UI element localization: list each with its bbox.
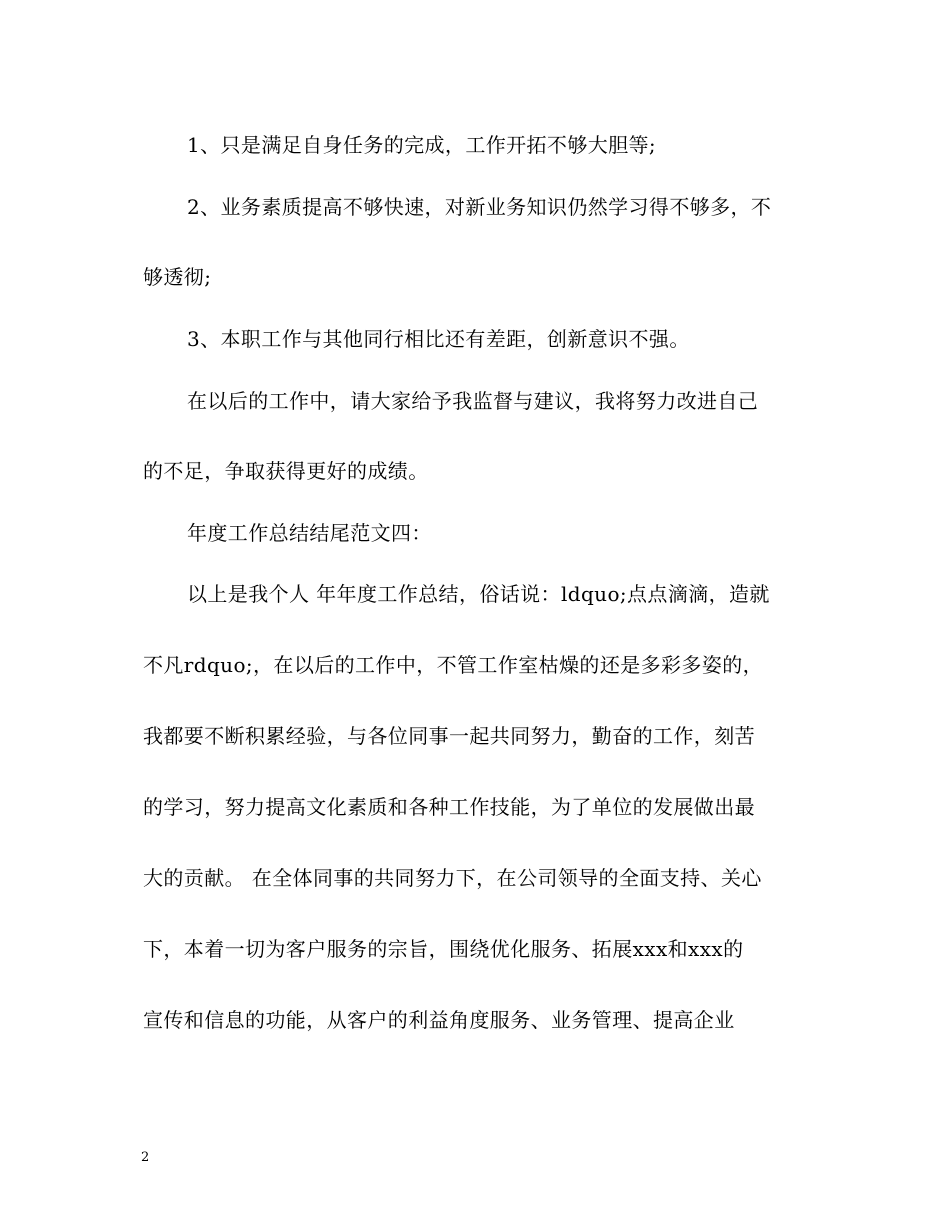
paragraph-line: 够透彻; — [143, 265, 212, 289]
paragraph-line: 宣传和信息的功能，从客户的利益角度服务、业务管理、提高企业 — [143, 1008, 735, 1032]
paragraph-line: 1、只是满足自身任务的完成，工作开拓不够大胆等; — [187, 133, 657, 157]
page-number: 2 — [141, 1150, 150, 1165]
paragraph-line: 我都要不断积累经验，与各位同事一起共同努力，勤奋的工作，刻苦 — [143, 724, 755, 748]
paragraph-line: 的学习，努力提高文化素质和各种工作技能，为了单位的发展做出最 — [143, 795, 755, 819]
paragraph-line: 的不足，争取获得更好的成绩。 — [143, 459, 429, 483]
paragraph-line: 3、本职工作与其他同行相比还有差距，创新意识不强。 — [187, 327, 690, 351]
paragraph-line: 不凡rdquo;，在以后的工作中，不管工作室枯燥的还是多彩多姿的， — [143, 653, 764, 677]
paragraph-line: 大的贡献。 在全体同事的共同努力下，在公司领导的全面支持、关心 — [143, 866, 762, 890]
section-heading: 年度工作总结结尾范文四： — [187, 521, 432, 545]
paragraph-line: 2、业务素质提高不够快速，对新业务知识仍然学习得不够多，不 — [187, 195, 772, 219]
paragraph-line: 在以后的工作中，请大家给予我监督与建议，我将努力改进自己 — [187, 389, 759, 413]
paragraph-line: 下，本着一切为客户服务的宗旨，围绕优化服务、拓展xxx和xxx的 — [143, 937, 744, 961]
paragraph-line: 以上是我个人 年年度工作总结，俗话说：ldquo;点点滴滴，造就 — [187, 582, 770, 606]
